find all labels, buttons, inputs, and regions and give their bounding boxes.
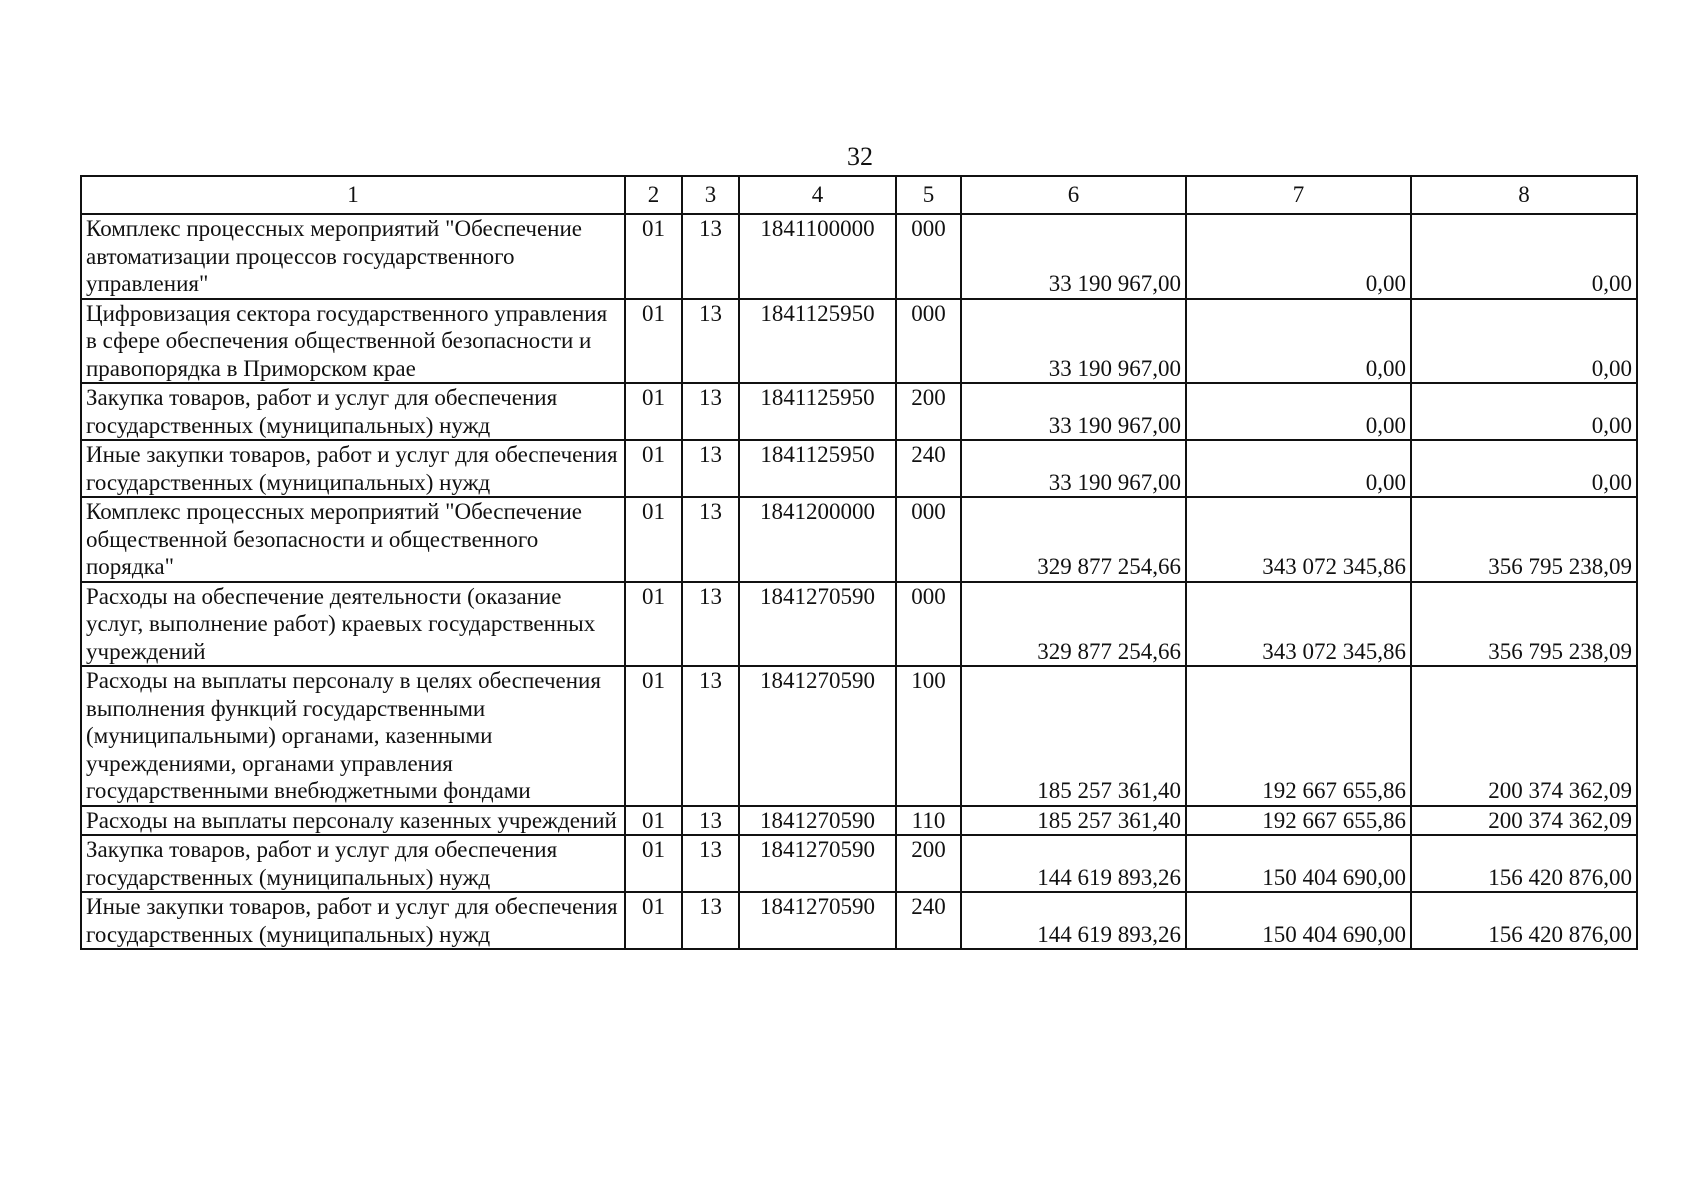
section-code: 01: [625, 383, 682, 440]
section-code: 01: [625, 582, 682, 667]
row-name: Закупка товаров, работ и услуг для обеспечения государственных (муниципальных) нужд: [81, 835, 625, 892]
table-row: [81, 497, 1637, 582]
row-name: Расходы на обеспечение деятельности (оказание услуг, выполнение работ) краевых государственных учреждений: [81, 582, 625, 667]
subsection-code: 13: [682, 497, 739, 582]
column-header-6: 6: [961, 176, 1186, 214]
row-name: Иные закупки товаров, работ и услуг для обеспечения государственных (муниципальных) нужд: [81, 440, 625, 497]
column-header-7: 7: [1186, 176, 1411, 214]
subsection-code: 13: [682, 383, 739, 440]
subsection-code: 13: [682, 806, 739, 836]
amount-col-7: 150 404 690,00: [1186, 892, 1411, 949]
expense-type-code: 200: [896, 383, 961, 440]
expense-type-code: 100: [896, 666, 961, 806]
amount-col-8: 156 420 876,00: [1411, 835, 1637, 892]
amount-col-7: 150 404 690,00: [1186, 835, 1411, 892]
target-article-code: 1841270590: [739, 666, 896, 806]
table-row: [81, 214, 1637, 299]
section-code: 01: [625, 892, 682, 949]
section-code: 01: [625, 299, 682, 384]
target-article-code: 1841270590: [739, 835, 896, 892]
column-header-8: 8: [1411, 176, 1637, 214]
target-article-code: 1841125950: [739, 440, 896, 497]
expense-type-code: 000: [896, 214, 961, 299]
amount-col-8: 200 374 362,09: [1411, 806, 1637, 836]
amount-col-6: 329 877 254,66: [961, 582, 1186, 667]
section-code: 01: [625, 835, 682, 892]
row-name: Иные закупки товаров, работ и услуг для обеспечения государственных (муниципальных) нужд: [81, 892, 625, 949]
target-article-code: 1841125950: [739, 299, 896, 384]
table-row: [81, 666, 1637, 806]
expense-type-code: 000: [896, 497, 961, 582]
subsection-code: 13: [682, 299, 739, 384]
table-row: [81, 440, 1637, 497]
target-article-code: 1841200000: [739, 497, 896, 582]
column-header-3: 3: [682, 176, 739, 214]
amount-col-7: 343 072 345,86: [1186, 582, 1411, 667]
table-row: [81, 892, 1637, 949]
amount-col-8: 156 420 876,00: [1411, 892, 1637, 949]
target-article-code: 1841100000: [739, 214, 896, 299]
table-row: [81, 299, 1637, 384]
amount-col-8: 0,00: [1411, 214, 1637, 299]
amount-col-7: 343 072 345,86: [1186, 497, 1411, 582]
amount-col-7: 0,00: [1186, 214, 1411, 299]
table-row: [81, 835, 1637, 892]
row-name: Цифровизация сектора государственного управления в сфере обеспечения общественной безопасности и правопорядка в Приморском крае: [81, 299, 625, 384]
amount-col-8: 0,00: [1411, 440, 1637, 497]
section-code: 01: [625, 666, 682, 806]
target-article-code: 1841125950: [739, 383, 896, 440]
subsection-code: 13: [682, 440, 739, 497]
row-name: Расходы на выплаты персоналу казенных учреждений: [81, 806, 625, 836]
header-row: [81, 176, 1637, 214]
amount-col-8: 0,00: [1411, 299, 1637, 384]
subsection-code: 13: [682, 666, 739, 806]
row-name: Расходы на выплаты персоналу в целях обеспечения выполнения функций государственными (муниципальными) органами, казенными учреждениями, органами управления государственными внебюджетными фондами: [81, 666, 625, 806]
subsection-code: 13: [682, 582, 739, 667]
amount-col-7: 192 667 655,86: [1186, 666, 1411, 806]
amount-col-7: 0,00: [1186, 299, 1411, 384]
section-code: 01: [625, 806, 682, 836]
amount-col-6: 185 257 361,40: [961, 666, 1186, 806]
expense-type-code: 000: [896, 299, 961, 384]
amount-col-6: 144 619 893,26: [961, 835, 1186, 892]
row-name: Комплекс процессных мероприятий "Обеспечение автоматизации процессов государственного управления": [81, 214, 625, 299]
amount-col-6: 33 190 967,00: [961, 214, 1186, 299]
expense-type-code: 200: [896, 835, 961, 892]
target-article-code: 1841270590: [739, 806, 896, 836]
section-code: 01: [625, 440, 682, 497]
amount-col-8: 200 374 362,09: [1411, 666, 1637, 806]
expense-type-code: 000: [896, 582, 961, 667]
amount-col-8: 356 795 238,09: [1411, 497, 1637, 582]
subsection-code: 13: [682, 214, 739, 299]
row-name: Комплекс процессных мероприятий "Обеспечение общественной безопасности и общественного порядка": [81, 497, 625, 582]
amount-col-7: 192 667 655,86: [1186, 806, 1411, 836]
amount-col-6: 33 190 967,00: [961, 440, 1186, 497]
target-article-code: 1841270590: [739, 892, 896, 949]
amount-col-6: 33 190 967,00: [961, 299, 1186, 384]
expense-type-code: 110: [896, 806, 961, 836]
table-row: [81, 383, 1637, 440]
row-name: Закупка товаров, работ и услуг для обеспечения государственных (муниципальных) нужд: [81, 383, 625, 440]
amount-col-8: 0,00: [1411, 383, 1637, 440]
target-article-code: 1841270590: [739, 582, 896, 667]
subsection-code: 13: [682, 835, 739, 892]
budget-table: [80, 175, 1638, 950]
column-header-2: 2: [625, 176, 682, 214]
column-header-5: 5: [896, 176, 961, 214]
column-header-4: 4: [739, 176, 896, 214]
amount-col-8: 356 795 238,09: [1411, 582, 1637, 667]
table-row: [81, 582, 1637, 667]
section-code: 01: [625, 214, 682, 299]
amount-col-7: 0,00: [1186, 440, 1411, 497]
page-number: 32: [847, 142, 873, 171]
column-header-1: 1: [81, 176, 625, 214]
amount-col-6: 33 190 967,00: [961, 383, 1186, 440]
table-row: [81, 806, 1637, 836]
amount-col-6: 144 619 893,26: [961, 892, 1186, 949]
expense-type-code: 240: [896, 440, 961, 497]
subsection-code: 13: [682, 892, 739, 949]
amount-col-6: 329 877 254,66: [961, 497, 1186, 582]
amount-col-6: 185 257 361,40: [961, 806, 1186, 836]
section-code: 01: [625, 497, 682, 582]
amount-col-7: 0,00: [1186, 383, 1411, 440]
expense-type-code: 240: [896, 892, 961, 949]
